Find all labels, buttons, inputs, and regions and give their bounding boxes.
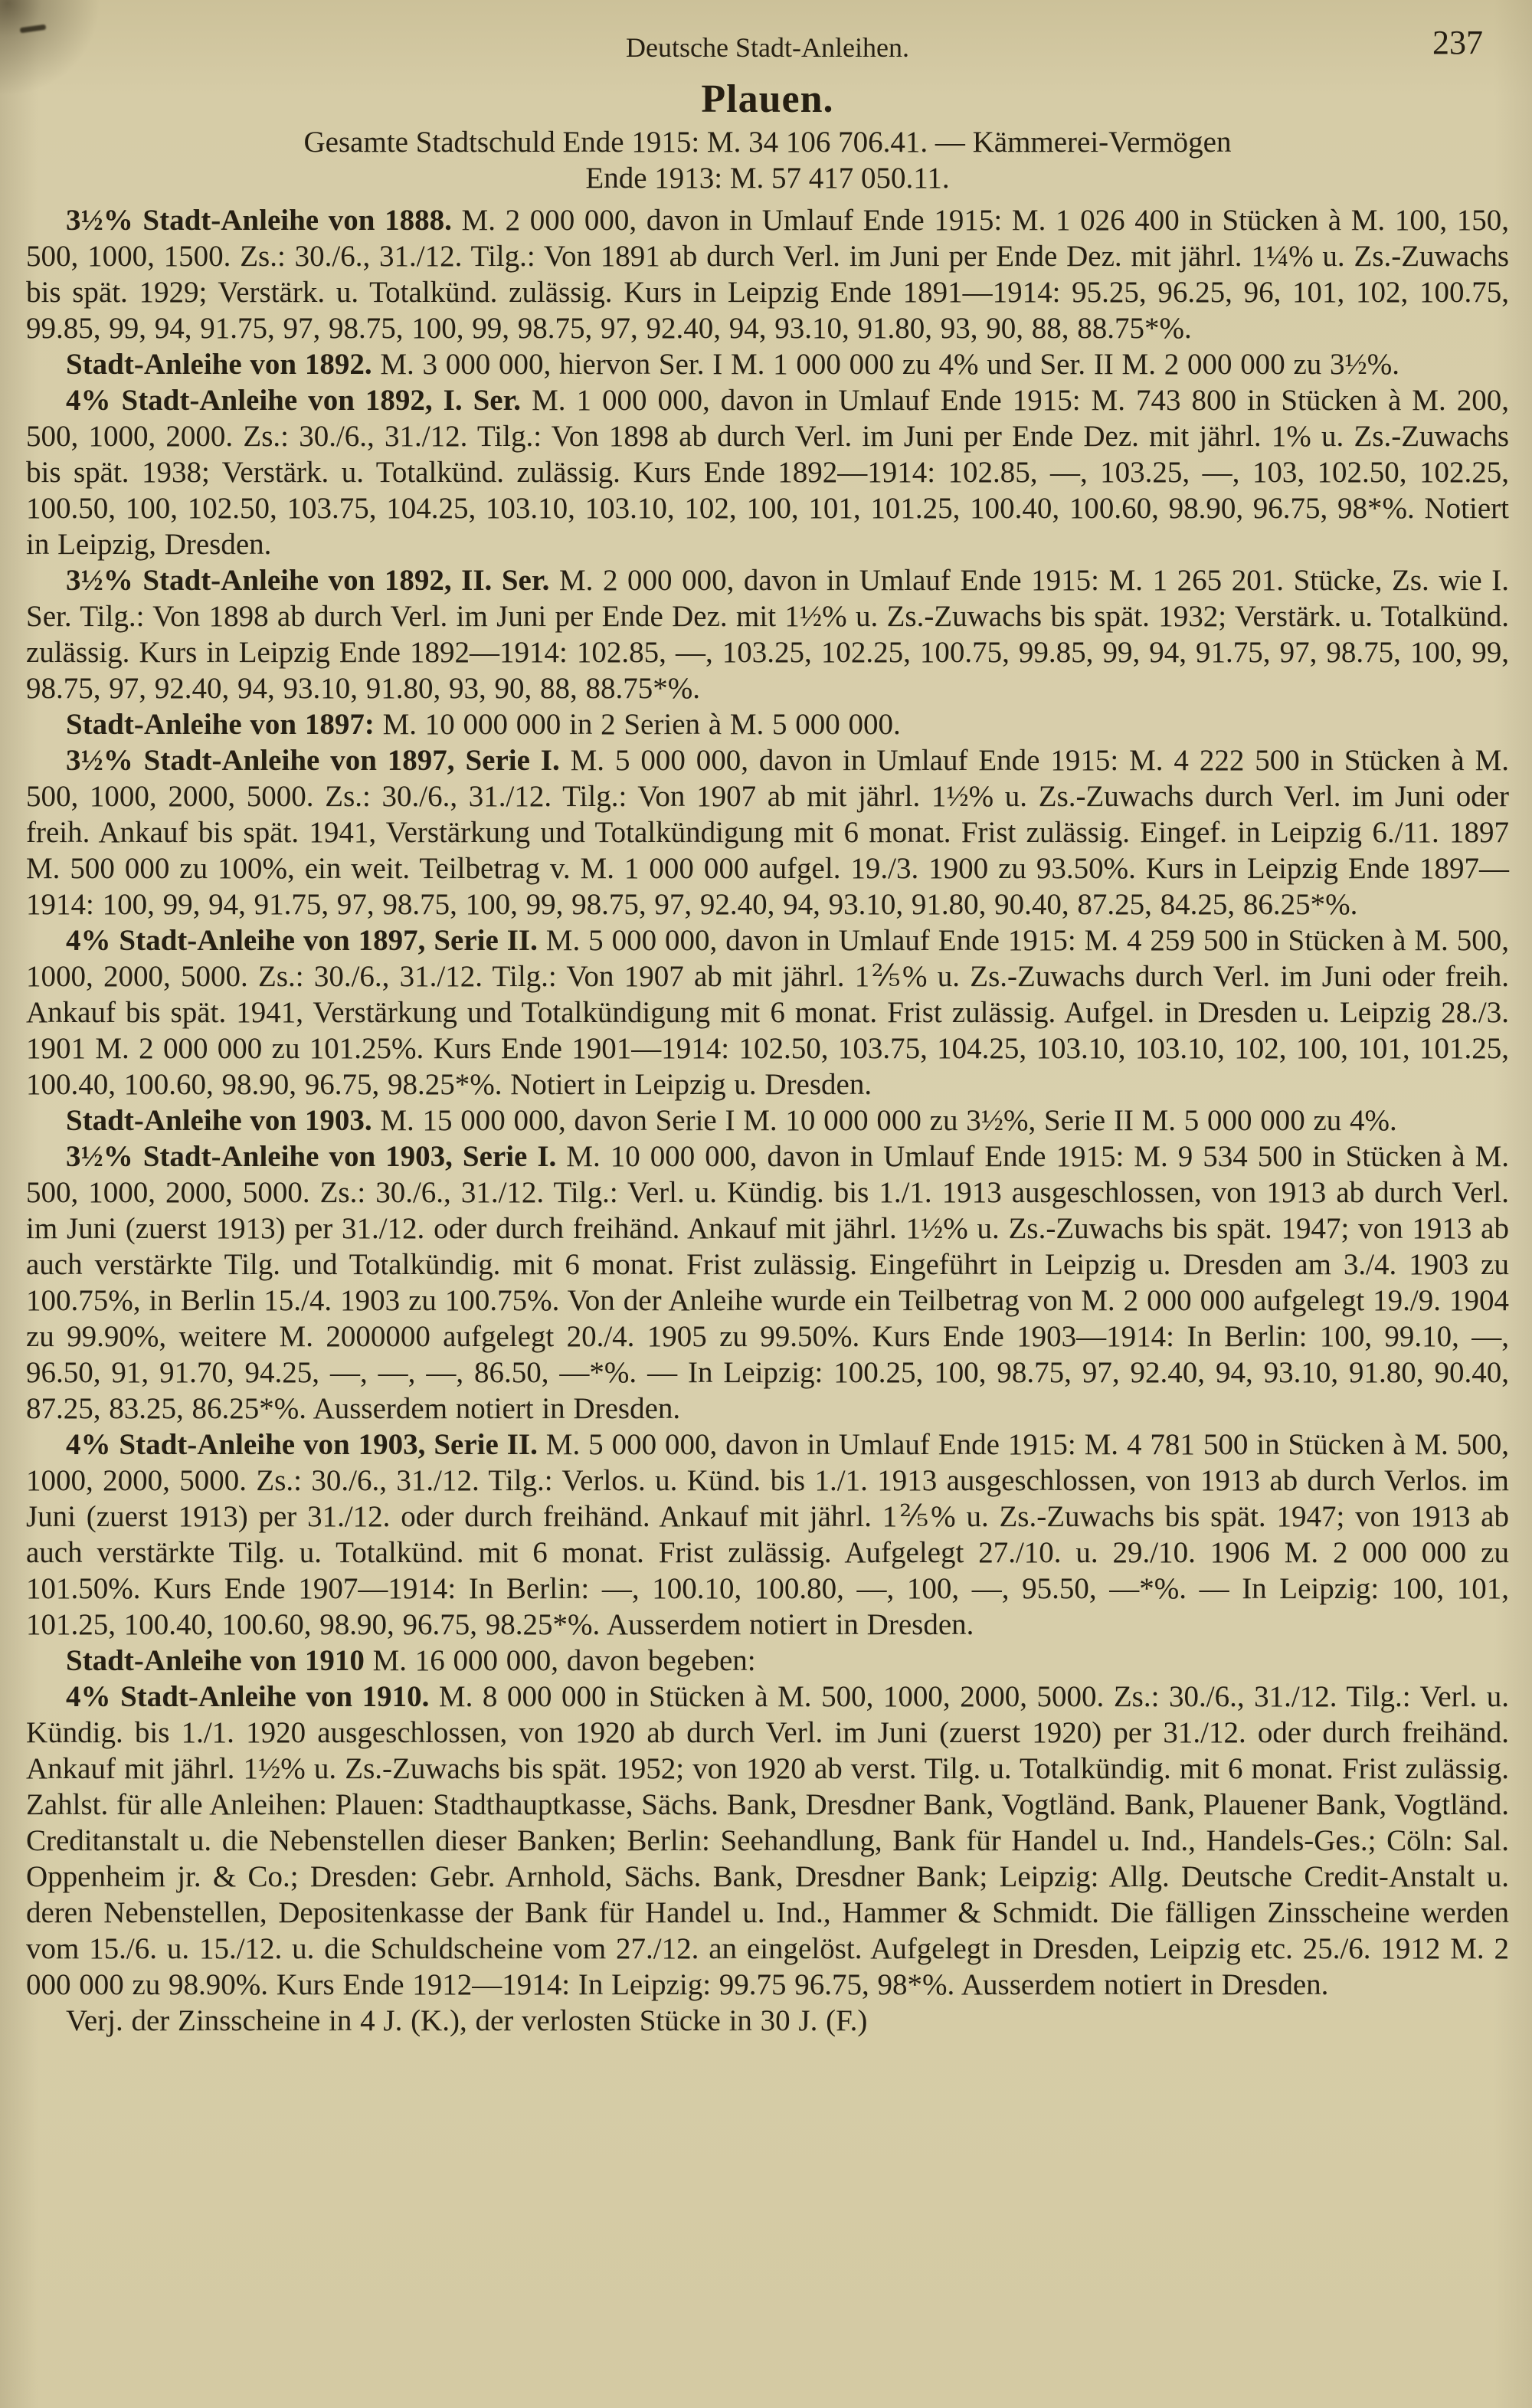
text-segment: M. 5 000 000, davon in Umlauf Ende 1915: M. 4 781 500 in Stücken à M. 500, 1000, 2000, 5000. Zs.: 30./6., 31./12. Tilg.: Verlos. u. Künd. bis 1./1. 1913 ausgeschlossen, von 1913 ab durch Verlos. im Juni (zuerst 1913) per 31./12. oder durch freihänd. Ankauf mit jährl. 1⅖% u. Zs.-Zuwachs bis spät. 1947; von 1913 ab auch verstärkte Tilg. u. Totalkünd. mit 6 monat. Frist zulässig. Aufgelegt 27./10. u. 29./10. 1906 M. 2 000 000 zu 101.50%. Kurs Ende 1907—1914: In Berlin: —, 100.10, 100.80, —, 100, —, 95.50, —*%. — In Leipzig: 100, 101, 101.25, 100.40, 100.60, 98.90, 96.75, 98.25*%. Ausserdem notiert in Dresden. xyxy=(26,1428,1509,1641)
paragraph xyxy=(26,2003,1509,2039)
text-segment: M. 15 000 000, davon Serie I M. 10 000 000 zu 3½%, Serie II M. 5 000 000 zu 4%. xyxy=(372,1104,1397,1137)
bond-heading: 3½% Stadt-Anleihe von 1897, Serie I. xyxy=(66,744,560,777)
text-segment: M. 1 000 000, davon in Umlauf Ende 1915: M. 743 800 in Stücken à M. 200, 500, 1000, 2000. Zs.: 30./6., 31./12. Tilg.: Von 1898 ab durch Verl. im Juni per Ende Dez. mit jährl. 1% u. Zs.-Zuwachs bis spät. 1938; Verstärk. u. Totalkünd. zulässig. Kurs Ende 1892—1914: 102.85, —, 103.25, —, 103, 102.50, 102.25, 100.50, 100, 102.50, 103.75, 104.25, 103.10, 103.10, 102, 100, 101, 101.25, 100.40, 100.60, 98.90, 96.75, 98*%. Notiert in Leipzig, Dresden. xyxy=(26,384,1509,561)
paragraph xyxy=(26,742,1509,922)
subtitle xyxy=(26,124,1509,196)
text-segment: M. 10 000 000, davon in Umlauf Ende 1915: M. 9 534 500 in Stücken à M. 500, 1000, 2000, 5000. Zs.: 30./6., 31./12. Tilg.: Verl. u. Kündig. bis 1./1. 1913 ausgeschlossen, von 1913 ab durch Verl. im Juni (zuerst 1913) per 31./12. oder durch freihänd. Ankauf mit jährl. 1½% u. Zs.-Zuwachs bis spät. 1947; von 1913 ab auch verstärkte Tilg. und Totalkündig. mit 6 monat. Frist zulässig. Eingeführt in Leipzig u. Dresden am 3./4. 1903 zu 100.75%, in Berlin 15./4. 1903 zu 100.75%. Von der Anleihe wurde ein Teilbetrag von M. 2 000 000 aufgelegt 19./9. 1904 zu 99.90%, weitere M. 2000000 aufgelegt 20./4. 1905 zu 99.50%. Kurs Ende 1903—1914: In Berlin: 100, 99.10, —, 96.50, 91, 91.70, 94.25, —, —, —, 86.50, —*%. — In Leipzig: 100.25, 100, 98.75, 97, 92.40, 94, 93.10, 91.80, 90.40, 87.25, 83.25, 86.25*%. Ausserdem notiert in Dresden. xyxy=(26,1140,1509,1425)
text-segment: M. 2 000 000, davon in Umlauf Ende 1915: M. 1 026 400 in Stücken à M. 100, 150, 500, 1000, 1500. Zs.: 30./6., 31./12. Tilg.: Von 1891 ab durch Verl. im Juni per Ende Dez. mit jährl. 1¼% u. Zs.-Zuwachs bis spät. 1929; Verstärk. u. Totalkünd. zulässig. Kurs in Leipzig Ende 1891—1914: 95.25, 96.25, 96, 101, 102, 100.75, 99.85, 99, 94, 91.75, 97, 98.75, 100, 99, 98.75, 97, 92.40, 94, 93.10, 91.80, 93, 90, 88, 88.75*%. xyxy=(26,204,1509,345)
text-segment: M. 5 000 000, davon in Umlauf Ende 1915: M. 4 259 500 in Stücken à M. 500, 1000, 2000, 5000. Zs.: 30./6., 31./12. Tilg.: Von 1907 ab mit jährl. 1⅖% u. Zs.-Zuwachs durch Verl. im Juni oder freih. Ankauf bis spät. 1941, Verstärkung und Totalkündigung mit 6 monat. Frist zulässig. Aufgel. in Dresden u. Leipzig 28./3. 1901 M. 2 000 000 zu 101.25%. Kurs Ende 1901—1914: 102.50, 103.75, 104.25, 103.10, 103.10, 102, 100, 101, 101.25, 100.40, 100.60, 98.90, 96.75, 98.25*%. Notiert in Leipzig u. Dresden. xyxy=(26,924,1509,1101)
page-body xyxy=(26,202,1509,2039)
running-header xyxy=(26,24,1509,64)
paragraph xyxy=(26,1138,1509,1427)
paragraph xyxy=(26,382,1509,562)
bond-heading: Stadt-Anleihe von 1910 xyxy=(66,1644,365,1677)
bond-heading: Stadt-Anleihe von 1897: xyxy=(66,708,375,741)
bond-heading: 3½% Stadt-Anleihe von 1888. xyxy=(66,204,452,237)
subtitle-line-2: Ende 1913: M. 57 417 050.11. xyxy=(585,162,950,195)
bond-heading: 4% Stadt-Anleihe von 1892, I. Ser. xyxy=(66,384,522,417)
paragraph xyxy=(26,202,1509,346)
bond-heading: 4% Stadt-Anleihe von 1910. xyxy=(66,1680,430,1713)
paragraph xyxy=(26,1643,1509,1679)
bond-heading: Stadt-Anleihe von 1892. xyxy=(66,348,372,381)
paragraph xyxy=(26,1679,1509,2003)
text-segment: M. 10 000 000 in 2 Serien à M. 5 000 000. xyxy=(374,708,901,741)
text-segment: Verj. der Zinsscheine in 4 J. (K.), der verlosten Stücke in 30 J. (F.) xyxy=(66,2004,868,2037)
text-segment: M. 8 000 000 in Stücken à M. 500, 1000, 2000, 5000. Zs.: 30./6., 31./12. Tilg.: Verl. u. Kündig. bis 1./1. 1920 ausgeschlossen, von 1920 ab durch Verl. im Juni (zuerst 1920) per 31./12. oder durch freihänd. Ankauf mit jährl. 1½% u. Zs.-Zuwachs bis spät. 1952; von 1920 ab verst. Tilg. u. Totalkündig. mit 6 monat. Frist zulässig. Zahlst. für alle Anleihen: Plauen: Stadthauptkasse, Sächs. Bank, Dresdner Bank, Vogtländ. Bank, Plauener Bank, Vogtländ. Creditanstalt u. die Nebenstellen dieser Banken; Berlin: Seehandlung, Bank für Handel u. Ind., Handels-Ges.; Cöln: Sal. Oppenheim jr. & Co.; Dresden: Gebr. Arnhold, Sächs. Bank, Dresdner Bank; Leipzig: Allg. Deutsche Credit-Anstalt u. deren Nebenstellen, Depositenkasse der Bank für Handel u. Ind., Hammer & Schmidt. Die fälligen Zinsscheine werden vom 15./6. u. 15./12. u. die Schuldscheine vom 27./12. an eingelöst. Aufgelegt in Dresden, Leipzig etc. 25./6. 1912 M. 2 000 000 zu 98.90%. Kurs Ende 1912—1914: In Leipzig: 99.75 96.75, 98*%. Ausserdem notiert in Dresden. xyxy=(26,1680,1509,2001)
text-segment: M. 3 000 000, hiervon Ser. I M. 1 000 000 zu 4% und Ser. II M. 2 000 000 zu 3½%. xyxy=(372,348,1400,381)
bond-heading: 4% Stadt-Anleihe von 1903, Serie II. xyxy=(66,1428,538,1461)
paragraph xyxy=(26,346,1509,382)
text-segment: M. 16 000 000, davon begeben: xyxy=(364,1644,756,1677)
paragraph xyxy=(26,706,1509,742)
paragraph xyxy=(26,1427,1509,1643)
text-segment: M. 2 000 000, davon in Umlauf Ende 1915: M. 1 265 201. Stücke, Zs. wie I. Ser. Tilg.: Von 1898 ab durch Verl. im Juni per Ende Dez. mit 1½% u. Zs.-Zuwachs bis spät. 1932; Verstärk. u. Totalkünd. zulässig. Kurs in Leipzig Ende 1892—1914: 102.85, —, 103.25, 102.25, 100.75, 99.85, 99, 94, 91.75, 97, 98.75, 100, 99, 98.75, 97, 92.40, 94, 93.10, 91.80, 93, 90, 88, 88.75*%. xyxy=(26,564,1510,705)
paragraph xyxy=(26,562,1509,706)
bond-heading: 3½% Stadt-Anleihe von 1903, Serie I. xyxy=(66,1140,557,1173)
bond-heading: 4% Stadt-Anleihe von 1897, Serie II. xyxy=(66,924,538,957)
paragraph xyxy=(26,1102,1509,1138)
subtitle-line-1: Gesamte Stadtschuld Ende 1915: M. 34 106 706.41. — Kämmerei-Vermögen xyxy=(303,126,1232,159)
bond-heading: 3½% Stadt-Anleihe von 1892, II. Ser. xyxy=(66,564,550,597)
paragraph xyxy=(26,922,1509,1102)
page-number: 237 xyxy=(1432,24,1483,61)
text-segment: M. 5 000 000, davon in Umlauf Ende 1915: M. 4 222 500 in Stücken à M. 500, 1000, 2000, 5000. Zs.: 30./6., 31./12. Tilg.: Von 1907 ab mit jährl. 1½% u. Zs.-Zuwachs durch Verl. im Juni oder freih. Ankauf bis spät. 1941, Verstärkung und Totalkündigung mit 6 monat. Frist zulässig. Eingef. in Leipzig 6./11. 1897 M. 500 000 zu 100%, ein weit. Teilbetrag v. M. 1 000 000 aufgel. 19./3. 1900 zu 93.50%. Kurs in Leipzig Ende 1897—1914: 100, 99, 94, 91.75, 97, 98.75, 100, 99, 98.75, 97, 92.40, 94, 93.10, 91.80, 90.40, 87.25, 84.25, 86.25*%. xyxy=(26,744,1510,921)
page-title: Plauen. xyxy=(701,77,834,121)
bond-heading: Stadt-Anleihe von 1903. xyxy=(66,1104,372,1137)
running-header-title: Deutsche Stadt-Anleihen. xyxy=(626,32,909,63)
